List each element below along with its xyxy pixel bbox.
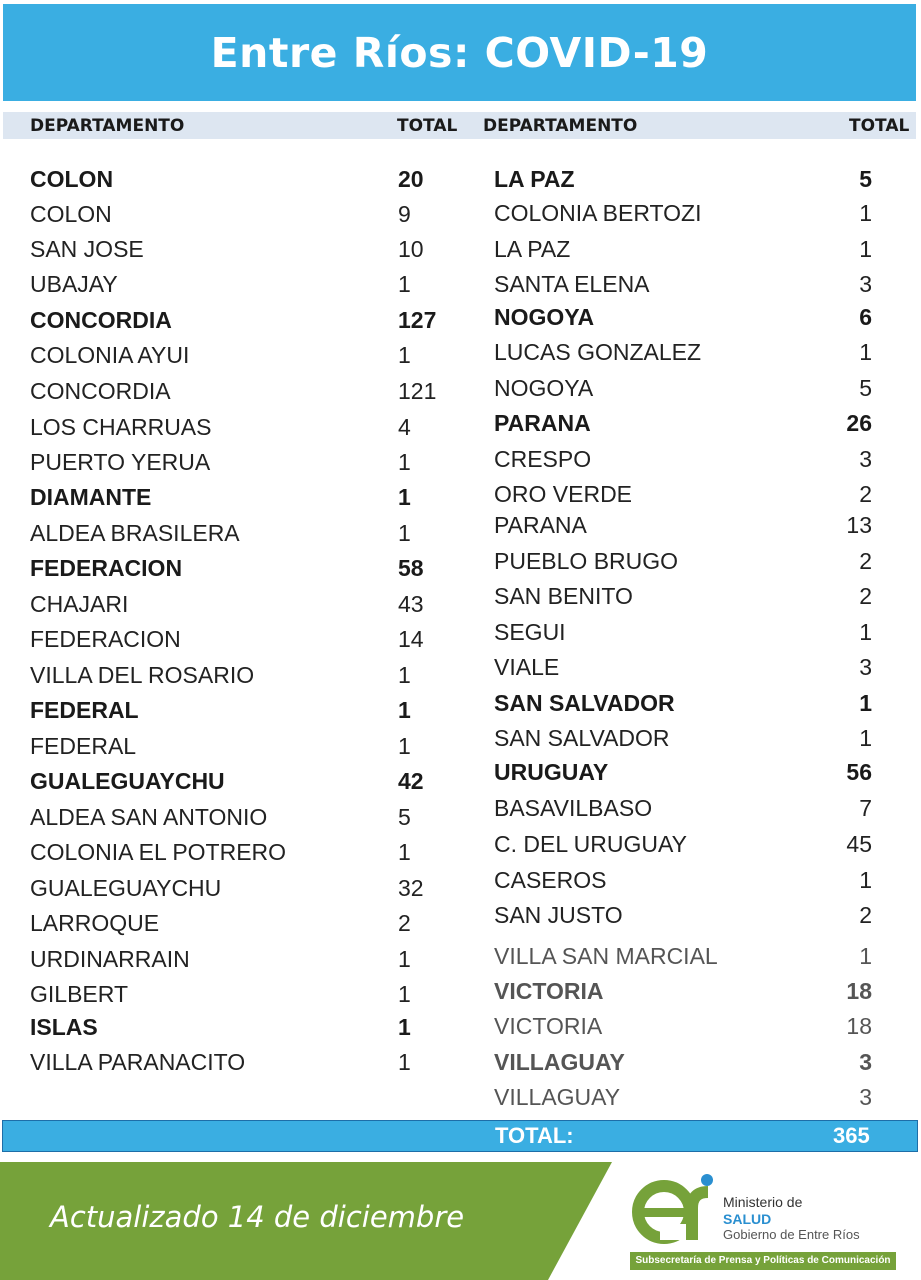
row-total: 1: [398, 839, 411, 865]
row-name: FEDERAL: [30, 697, 139, 723]
row-total: 6: [859, 304, 872, 330]
column-headers: [3, 112, 916, 139]
row-total: 2: [859, 481, 872, 507]
row-name: VILLA PARANACITO: [30, 1049, 246, 1075]
row-total: 121: [398, 378, 437, 404]
locality-row: [30, 873, 450, 903]
row-total: 20: [398, 166, 424, 192]
row-total: 1: [398, 271, 411, 297]
row-total: 1: [398, 449, 411, 475]
locality-row: [494, 941, 886, 971]
locality-row: [30, 944, 450, 974]
row-total: 1: [859, 619, 872, 645]
row-total: 3: [859, 271, 872, 297]
row-total: 56: [846, 759, 872, 785]
row-total: 2: [859, 583, 872, 609]
row-name: SAN JUSTO: [494, 902, 623, 928]
footer: [0, 1162, 921, 1280]
row-total: 1: [398, 1049, 411, 1075]
total-value: 365: [833, 1123, 870, 1148]
row-total: 42: [398, 768, 424, 794]
row-name: NOGOYA: [494, 375, 594, 401]
locality-row: [494, 546, 886, 576]
total-label: TOTAL:: [495, 1123, 574, 1148]
locality-row: [30, 624, 450, 654]
row-name: PARANA: [494, 512, 587, 538]
row-total: 32: [398, 875, 424, 901]
row-name: PARANA: [494, 410, 591, 436]
row-name: NOGOYA: [494, 304, 595, 330]
row-total: 2: [398, 910, 411, 936]
row-name: VILLAGUAY: [494, 1049, 625, 1075]
locality-row: [494, 865, 886, 895]
locality-row: [30, 234, 450, 264]
col-dept-right: DEPARTAMENTO: [483, 116, 638, 136]
row-total: 1: [398, 981, 411, 1007]
row-name: COLON: [30, 166, 114, 192]
row-name: COLONIA BERTOZI: [494, 200, 702, 226]
row-name: VILLA DEL ROSARIO: [30, 662, 255, 688]
row-name: LA PAZ: [494, 236, 571, 262]
page-title: Entre Ríos: COVID-19: [210, 28, 709, 77]
row-name: GUALEGUAYCHU: [30, 768, 225, 794]
row-total: 18: [846, 978, 872, 1004]
row-name: C. DEL URUGUAY: [494, 831, 687, 857]
locality-row: [494, 479, 886, 509]
row-name: COLONIA AYUI: [30, 342, 190, 368]
row-total: 3: [859, 1049, 872, 1075]
row-total: 1: [859, 943, 872, 969]
row-name: GUALEGUAYCHU: [30, 875, 222, 901]
row-total: 2: [859, 548, 872, 574]
total-bar: [2, 1120, 918, 1152]
row-total: 18: [846, 1013, 872, 1039]
department-row: [494, 757, 886, 787]
locality-row: [30, 269, 450, 299]
row-total: 14: [398, 626, 424, 652]
row-total: 13: [846, 512, 872, 538]
row-total: 1: [859, 236, 872, 262]
row-name: UBAJAY: [30, 271, 118, 297]
locality-row: [494, 617, 886, 647]
row-total: 43: [398, 591, 424, 617]
department-row: [30, 1012, 450, 1042]
row-total: 1: [398, 342, 411, 368]
locality-row: [494, 510, 886, 540]
row-total: 1: [859, 339, 872, 365]
logo-text-gobierno: Gobierno de Entre Ríos: [723, 1227, 860, 1242]
row-total: 3: [859, 1084, 872, 1110]
row-total: 1: [398, 520, 411, 546]
locality-row: [30, 376, 450, 406]
locality-row: [494, 793, 886, 823]
locality-row: [494, 723, 886, 753]
row-name: ORO VERDE: [494, 481, 633, 507]
row-total: 9: [398, 201, 411, 227]
department-row: [30, 305, 450, 335]
department-row: [494, 302, 886, 332]
row-total: 127: [398, 307, 437, 333]
row-total: 5: [398, 804, 411, 830]
row-name: PUEBLO BRUGO: [494, 548, 679, 574]
locality-row: [494, 652, 886, 682]
row-total: 5: [859, 375, 872, 401]
row-name: FEDERAL: [30, 733, 137, 759]
locality-row: [30, 837, 450, 867]
locality-row: [30, 979, 450, 1009]
locality-row: [30, 518, 450, 548]
locality-row: [30, 589, 450, 619]
department-row: [30, 695, 450, 725]
row-total: 1: [859, 200, 872, 226]
row-total: 5: [859, 166, 872, 192]
row-name: COLONIA EL POTRERO: [30, 839, 287, 865]
row-total: 1: [859, 867, 872, 893]
row-name: VIALE: [494, 654, 560, 680]
row-name: LA PAZ: [494, 166, 575, 192]
locality-row: [30, 802, 450, 832]
row-total: 26: [846, 410, 872, 436]
locality-row: [494, 373, 886, 403]
department-row: [494, 976, 886, 1006]
row-name: CHAJARI: [30, 591, 129, 617]
department-row: [30, 482, 450, 512]
row-total: 7: [859, 795, 872, 821]
row-name: URDINARRAIN: [30, 946, 190, 972]
row-name: CRESPO: [494, 446, 592, 472]
row-total: 4: [398, 414, 411, 440]
logo-subsecretaria-strip: Subsecretaría de Prensa y Políticas de Comunicación: [630, 1252, 896, 1270]
row-name: LOS CHARRUAS: [30, 414, 212, 440]
row-name: VILLA SAN MARCIAL: [494, 943, 718, 969]
row-name: SAN SALVADOR: [494, 690, 675, 716]
col-dept-left: DEPARTAMENTO: [30, 116, 185, 136]
col-total-right: TOTAL: [849, 116, 910, 136]
locality-row: [30, 908, 450, 938]
row-name: GILBERT: [30, 981, 128, 1007]
department-row: [494, 164, 886, 194]
logo-text-salud: SALUD: [723, 1211, 772, 1227]
row-name: SEGUI: [494, 619, 566, 645]
department-row: [494, 408, 886, 438]
locality-row: [494, 900, 886, 930]
row-name: FEDERACION: [30, 626, 181, 652]
locality-row: [30, 660, 450, 690]
row-name: ALDEA SAN ANTONIO: [30, 804, 268, 830]
department-row: [494, 1047, 886, 1077]
row-name: LUCAS GONZALEZ: [494, 339, 702, 365]
locality-row: [30, 731, 450, 761]
er-logo-icon: [630, 1170, 720, 1250]
locality-row: [30, 412, 450, 442]
locality-row: [494, 581, 886, 611]
row-name: SAN BENITO: [494, 583, 633, 609]
row-name: ISLAS: [30, 1014, 98, 1040]
ministry-logo: [630, 1170, 900, 1275]
row-total: 58: [398, 555, 424, 581]
locality-row: [494, 234, 886, 264]
row-total: 45: [846, 831, 872, 857]
row-name: SAN SALVADOR: [494, 725, 670, 751]
department-row: [30, 766, 450, 796]
row-total: 1: [859, 725, 872, 751]
locality-row: [30, 1047, 450, 1077]
row-name: VICTORIA: [494, 1013, 603, 1039]
locality-row: [30, 199, 450, 229]
row-name: SANTA ELENA: [494, 271, 650, 297]
row-total: 10: [398, 236, 424, 262]
row-total: 1: [398, 733, 411, 759]
row-total: 3: [859, 654, 872, 680]
row-name: COLON: [30, 201, 112, 227]
locality-row: [30, 340, 450, 370]
updated-date: Actualizado 14 de diciembre: [50, 1200, 465, 1234]
row-total: 3: [859, 446, 872, 472]
logo-text-ministerio: Ministerio de: [723, 1194, 803, 1210]
row-name: URUGUAY: [494, 759, 609, 785]
locality-row: [494, 1082, 886, 1112]
row-total: 1: [398, 946, 411, 972]
col-total-left: TOTAL: [397, 116, 458, 136]
row-name: ALDEA BRASILERA: [30, 520, 240, 546]
department-row: [494, 688, 886, 718]
row-name: FEDERACION: [30, 555, 183, 581]
locality-row: [494, 269, 886, 299]
row-total: 2: [859, 902, 872, 928]
locality-row: [494, 829, 886, 859]
row-name: CONCORDIA: [30, 378, 171, 404]
row-total: 1: [398, 484, 411, 510]
locality-row: [494, 198, 886, 228]
header-banner: [3, 4, 916, 101]
row-total: 1: [398, 1014, 411, 1040]
row-name: LARROQUE: [30, 910, 160, 936]
row-name: VICTORIA: [494, 978, 604, 1004]
row-name: DIAMANTE: [30, 484, 152, 510]
row-total: 1: [398, 697, 411, 723]
row-total: 1: [398, 662, 411, 688]
row-name: CASEROS: [494, 867, 607, 893]
row-total: 1: [859, 690, 872, 716]
row-name: CONCORDIA: [30, 307, 172, 333]
row-name: BASAVILBASO: [494, 795, 653, 821]
row-name: PUERTO YERUA: [30, 449, 211, 475]
department-row: [30, 553, 450, 583]
locality-row: [494, 444, 886, 474]
locality-row: [494, 337, 886, 367]
department-row: [30, 164, 450, 194]
locality-row: [494, 1011, 886, 1041]
row-name: VILLAGUAY: [494, 1084, 621, 1110]
locality-row: [30, 447, 450, 477]
row-name: SAN JOSE: [30, 236, 144, 262]
